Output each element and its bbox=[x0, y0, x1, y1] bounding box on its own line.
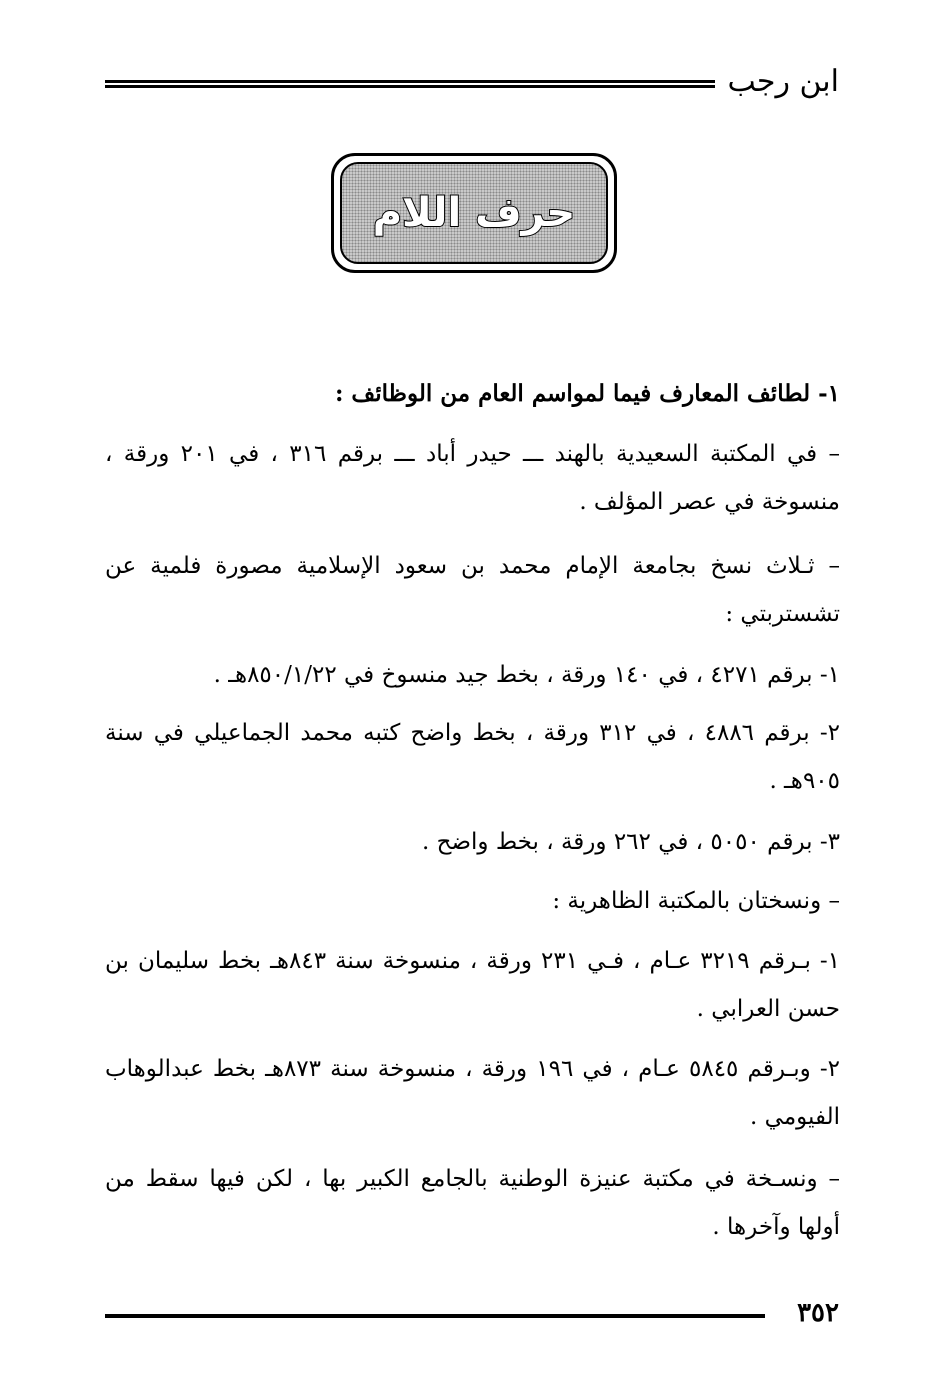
paragraph-imam-university: – ثـلاث نسخ بجامعة الإمام محمد بن سعود الإسلامية مصورة فلمية عن تشستربتي : bbox=[105, 553, 840, 627]
list-item-copy-4271: ١- برقم ٤٢٧١ ، في ١٤٠ ورقة ، بخط جيد منسوخ في ٨٥٠/١/٢٢هـ . bbox=[213, 662, 840, 688]
list-item-copy-3219: ١- بـرقم ٣٢١٩ عـام ، فـي ٢٣١ ورقة ، منسوخة سنة ٨٤٣هـ بخط سليمان بن حسن العرابي . bbox=[105, 948, 841, 1022]
list-item-copy-5845: ٢- وبـرقم ٥٨٤٥ عـام ، في ١٩٦ ورقة ، منسوخة سنة ٨٧٣هـ بخط عبدالوهاب الفيومي . bbox=[105, 1056, 840, 1130]
chapter-title: حرف اللام bbox=[372, 190, 576, 236]
paragraph-saeediya-library: – في المكتبة السعيدية بالهند ـــ حيدر أباد ـــ برقم ٣١٦ ، في ٢٠١ ورقة ، منسوخة في عصر المؤلف . bbox=[105, 441, 840, 515]
chapter-title-panel bbox=[340, 162, 608, 264]
paragraph-unaizah-library: – ونسـخة في مكتبة عنيزة الوطنية بالجامع الكبير بها ، لكن فيها سقط من أولها وآخرها . bbox=[105, 1166, 840, 1240]
running-header-title: ابن رجب bbox=[727, 64, 839, 99]
list-item-copy-4886: ٢- برقم ٤٨٨٦ ، في ٣١٢ ورقة ، بخط واضح كتبه محمد الجماعيلي في سنة ٩٠٥هـ . bbox=[105, 720, 840, 794]
list-item-copy-5050: ٣- برقم ٥٠٥٠ ، في ٢٦٢ ورقة ، بخط واضح . bbox=[422, 829, 840, 855]
footer-rule bbox=[105, 1314, 765, 1318]
entry-heading: ١- لطائف المعارف فيما لمواسم العام من الوظائف : bbox=[334, 380, 840, 407]
chapter-title-box bbox=[331, 153, 617, 273]
header-double-rule bbox=[105, 80, 715, 88]
page-number: ٣٥٢ bbox=[797, 1298, 839, 1328]
paragraph-zahiriya-library: – ونسختان بالمكتبة الظاهرية : bbox=[552, 888, 840, 914]
